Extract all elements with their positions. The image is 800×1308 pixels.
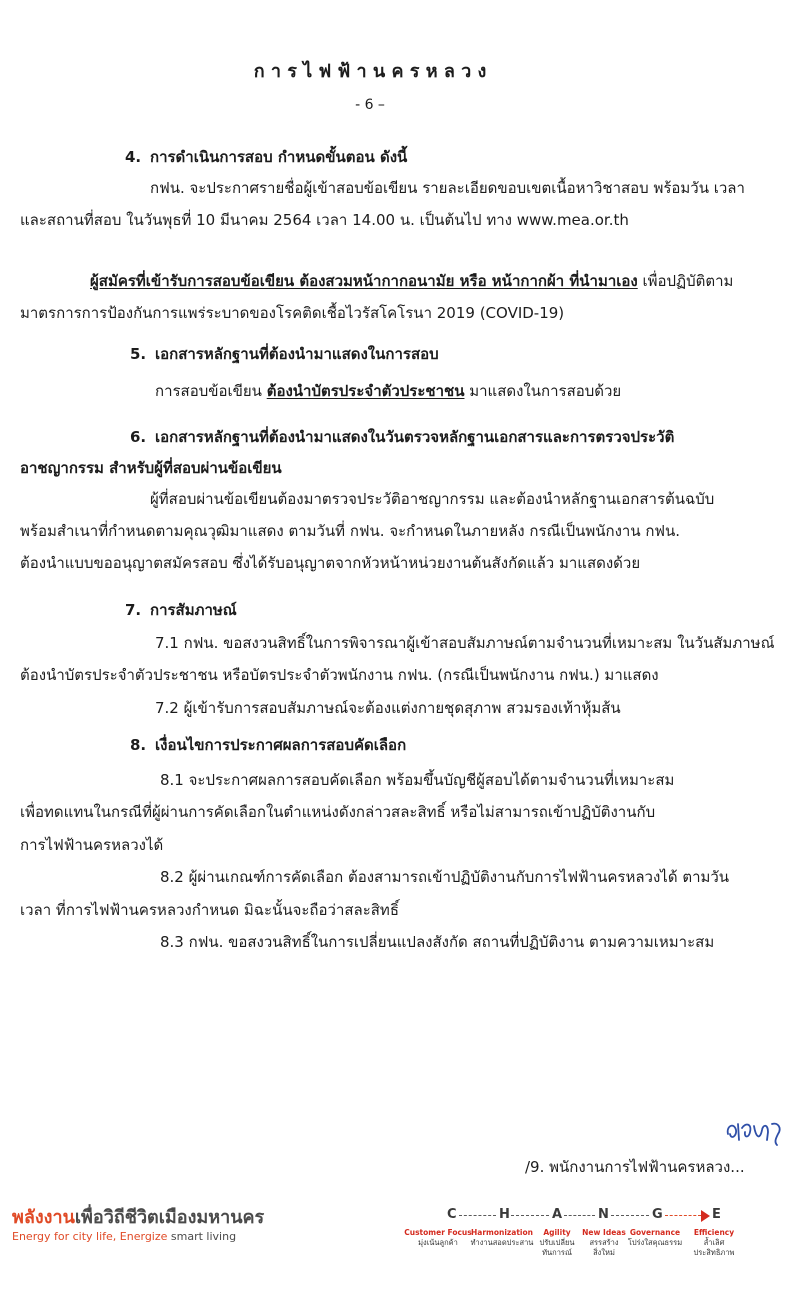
section-6-line: ผู้ที่สอบผ่านข้อเขียนต้องมาตรวจประวัติอาชญากรรม และต้องนำหลักฐานเอกสารต้นฉบับ bbox=[150, 490, 715, 508]
section-8-1-line: การไฟฟ้านครหลวงได้ bbox=[20, 836, 164, 854]
section-6-number: 6. bbox=[130, 428, 147, 446]
footer-tagline-thai bbox=[12, 1206, 282, 1230]
section-7-title: การสัมภาษณ์ bbox=[150, 601, 237, 619]
handwritten-signature bbox=[722, 1112, 786, 1148]
change-label-thai: สิ่งใหม่ bbox=[593, 1248, 615, 1257]
change-label-thai: ประสิทธิภาพ bbox=[693, 1248, 735, 1257]
change-letter: E bbox=[712, 1207, 721, 1222]
change-label-english: New Ideas bbox=[582, 1228, 626, 1237]
mask-notice-text: เพื่อปฏิบัติตาม bbox=[637, 272, 734, 290]
mask-notice-line bbox=[90, 270, 782, 292]
change-label-thai: สรรสร้าง bbox=[589, 1238, 619, 1247]
section-5-line bbox=[155, 380, 775, 402]
section-6-line: พร้อมสำเนาที่กำหนดตามคุณวุฒิมาแสดง ตามวันที่ กฟน. จะกำหนดในภายหลัง กรณีเป็นพนักงาน กฟน. bbox=[20, 522, 681, 540]
tagline-english-rest: smart living bbox=[167, 1230, 237, 1243]
section-4-title: การดำเนินการสอบ กำหนดขั้นตอน ดังนี้ bbox=[150, 148, 408, 166]
mask-notice-emphasis: ผู้สมัครที่เข้ารับการสอบข้อเขียน ต้องสวมหน้ากากอนามัย หรือ หน้ากากผ้า ที่นำมาเอง bbox=[90, 272, 638, 290]
section-4-line: และสถานที่สอบ ในวันพุธที่ 10 มีนาคม 2564 เวลา 14.00 น. เป็นต้นไป ทาง www.mea.or.th bbox=[20, 211, 629, 229]
change-label-english: Agility bbox=[543, 1228, 571, 1237]
section-8-1-line: 8.1 จะประกาศผลการสอบคัดเลือก พร้อมขึ้นบัญชีผู้สอบได้ตามจำนวนที่เหมาะสม bbox=[160, 771, 675, 789]
section-5-title: เอกสารหลักฐานที่ต้องนำมาแสดงในการสอบ bbox=[155, 345, 439, 363]
mask-notice-line: มาตรการการป้องกันการแพร่ระบาดของโรคติดเชื้อไวรัสโคโรนา 2019 (COVID-19) bbox=[20, 304, 565, 322]
dash-connector bbox=[459, 1215, 496, 1216]
section-7-1-line: ต้องนำบัตรประจำตัวประชาชน หรือบัตรประจำตัวพนักงาน กฟน. (กรณีเป็นพนักงาน กฟน.) มาแสดง bbox=[20, 666, 659, 684]
change-letter: N bbox=[598, 1207, 609, 1222]
section-6-line: ต้องนำแบบขออนุญาตสมัครสอบ ซึ่งได้รับอนุญาตจากหัวหน้าหน่วยงานต้นสังกัดแล้ว มาแสดงด้วย bbox=[20, 554, 641, 572]
arrow-right-icon bbox=[701, 1210, 710, 1222]
change-label-english: Harmonization bbox=[471, 1228, 533, 1237]
footer-tagline-english bbox=[12, 1230, 252, 1244]
section-8-2-line: 8.2 ผู้ผ่านเกณฑ์การคัดเลือก ต้องสามารถเข้าปฏิบัติงานกับการไฟฟ้านครหลวงได้ ตามวัน bbox=[160, 868, 730, 886]
change-label-thai: ล้ำเลิศ bbox=[703, 1238, 725, 1247]
section-5-emphasis: ต้องนำบัตรประจำตัวประชาชน bbox=[266, 382, 465, 400]
change-letter: C bbox=[447, 1207, 457, 1222]
section-8-title: เงื่อนไขการประกาศผลการสอบคัดเลือก bbox=[155, 736, 407, 754]
dash-connector bbox=[611, 1215, 649, 1216]
dash-connector bbox=[665, 1215, 701, 1216]
section-6-title: อาชญากรรม สำหรับผู้ที่สอบผ่านข้อเขียน bbox=[20, 459, 282, 477]
dash-connector bbox=[564, 1215, 595, 1216]
change-label-english: Efficiency bbox=[693, 1228, 735, 1237]
section-5-text: มาแสดงในการสอบด้วย bbox=[464, 382, 622, 400]
change-letter: G bbox=[652, 1207, 663, 1222]
change-label-thai: ปรับเปลี่ยน bbox=[539, 1238, 575, 1247]
section-5-number: 5. bbox=[130, 345, 147, 363]
section-8-3-line: 8.3 กฟน. ขอสงวนสิทธิ์ในการเปลี่ยนแปลงสังกัด สถานที่ปฏิบัติงาน ตามความเหมาะสม bbox=[160, 933, 715, 951]
change-label-english: Governance bbox=[629, 1228, 681, 1237]
section-8-2-line: เวลา ที่การไฟฟ้านครหลวงกำหนด มิฉะนั้นจะถือว่าสละสิทธิ์ bbox=[20, 901, 399, 919]
change-label-thai: ทันการณ์ bbox=[542, 1248, 572, 1257]
continuation-text: /9. พนักงานการไฟฟ้านครหลวง... bbox=[525, 1158, 745, 1176]
section-4-line: กฟน. จะประกาศรายชื่อผู้เข้าสอบข้อเขียน รายละเอียดขอบเขตเนื้อหาวิชาสอบ พร้อมวัน เวลา bbox=[150, 179, 745, 197]
organization-title: ก า ร ไ ฟ ฟ้ า น ค ร ห ล ว ง bbox=[253, 61, 487, 82]
change-label-english: Customer Focus bbox=[404, 1228, 472, 1237]
section-7-number: 7. bbox=[125, 601, 142, 619]
section-8-number: 8. bbox=[130, 736, 147, 754]
change-letter: A bbox=[552, 1207, 563, 1222]
change-label-efficiency bbox=[672, 1228, 756, 1258]
change-label-thai: ทำงานสอดประสาน bbox=[470, 1238, 534, 1247]
section-7-1-line: 7.1 กฟน. ขอสงวนสิทธิ์ในการพิจารณาผู้เข้าสอบสัมภาษณ์ตามจำนวนที่เหมาะสม ในวันสัมภาษณ์ bbox=[155, 634, 775, 652]
section-6-title: เอกสารหลักฐานที่ต้องนำมาแสดงในวันตรวจหลักฐานเอกสารและการตรวจประวัติ bbox=[155, 428, 675, 446]
change-label-thai: โปร่งใสคุณธรรม bbox=[627, 1238, 683, 1247]
section-7-2-line: 7.2 ผู้เข้ารับการสอบสัมภาษณ์จะต้องแต่งกายชุดสุภาพ สวมรองเท้าหุ้มส้น bbox=[155, 699, 621, 717]
section-4-number: 4. bbox=[125, 148, 142, 166]
dash-connector bbox=[511, 1215, 549, 1216]
section-8-1-line: เพื่อทดแทนในกรณีที่ผู้ผ่านการคัดเลือกในตำแหน่งดังกล่าวสละสิทธิ์ หรือไม่สามารถเข้าปฏิบัติงานกับ bbox=[20, 803, 656, 821]
change-letter: H bbox=[499, 1207, 510, 1222]
change-label-thai: มุ่งเน้นลูกค้า bbox=[418, 1238, 458, 1247]
page-number: - 6 – bbox=[355, 97, 385, 113]
tagline-english-accent: Energy for city life, Energize bbox=[12, 1230, 168, 1243]
section-5-text: การสอบข้อเขียน bbox=[155, 382, 267, 400]
tagline-thai-rest: เพื่อวิถีชีวิตเมืองมหานคร bbox=[74, 1207, 265, 1228]
tagline-thai-accent: พลังงาน bbox=[12, 1207, 75, 1228]
